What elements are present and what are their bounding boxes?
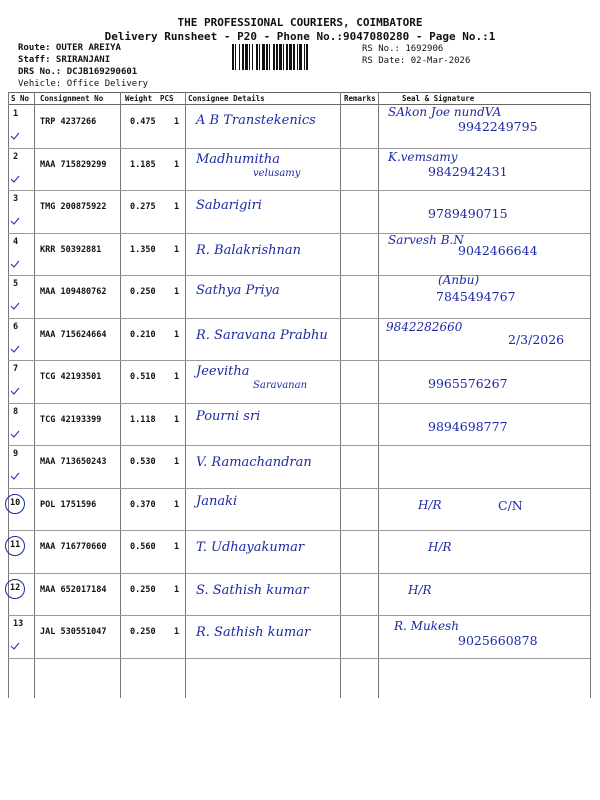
col-weight: Weight	[125, 94, 153, 103]
row-consignee-handwritten: Janaki	[196, 493, 238, 509]
barcode	[232, 44, 356, 70]
row-signature-name: SAkon Joe nundVA	[388, 105, 502, 119]
row-weight: 0.275	[130, 202, 156, 212]
row-weight: 0.250	[130, 287, 156, 297]
tick-mark-icon	[10, 471, 20, 481]
row-consignee-handwritten: R. Saravana Prabhu	[196, 327, 328, 343]
table-row	[8, 318, 590, 360]
table-row	[8, 148, 590, 190]
table-top-border	[8, 92, 590, 93]
row-weight: 0.250	[130, 627, 156, 637]
row-pcs: 1	[174, 542, 180, 552]
row-signature-name: H/R	[428, 540, 452, 554]
tick-mark-icon	[10, 259, 20, 269]
drs-label: DRS No.: DCJB169290601	[18, 67, 138, 77]
col-consignee: Consignee Details	[188, 94, 265, 103]
row-consignment: TCG 42193399	[40, 414, 102, 425]
col-sno: S No	[11, 94, 30, 103]
col-remarks: Remarks	[344, 94, 376, 103]
tick-mark-icon	[10, 174, 20, 184]
table-row	[8, 233, 590, 275]
row-weight: 0.530	[130, 457, 156, 467]
row-signature-name: Sarvesh B.N	[388, 232, 464, 247]
table-row	[8, 445, 590, 487]
row-signature-phone: 9025660878	[458, 633, 538, 648]
table-row	[8, 105, 590, 147]
row-sno: 1	[13, 109, 19, 119]
row-pcs: 1	[174, 414, 180, 425]
row-consignee-handwritten: R. Balakrishnan	[196, 242, 302, 258]
tick-mark-icon	[10, 216, 20, 226]
row-consignee-handwritten: V. Ramachandran	[196, 455, 312, 470]
row-consignee-handwritten: Sabarigiri	[196, 198, 262, 213]
runsheet-title: THE PROFESSIONAL COURIERS, COIMBATORE	[177, 16, 423, 29]
row-pcs: 1	[174, 627, 180, 637]
vehicle-label: Vehicle: Office Delivery	[18, 79, 149, 89]
row-pcs: 1	[174, 584, 180, 595]
table-row	[8, 530, 590, 572]
row-sno: 9	[13, 449, 19, 459]
row-signature-phone: 9789490715	[428, 206, 508, 221]
row-sno: 8	[13, 406, 19, 417]
row-sno: 12	[10, 582, 21, 593]
tick-mark-icon	[10, 641, 20, 651]
tick-mark-icon	[10, 386, 20, 396]
row-sno: 11	[10, 540, 21, 550]
row-consignee-handwritten: R. Sathish kumar	[196, 625, 311, 640]
circle-mark-icon	[5, 536, 25, 556]
row-signature-phone: 9965576267	[428, 376, 508, 391]
row-consignment: MAA 715624664	[40, 329, 107, 340]
row-weight: 0.370	[130, 499, 156, 510]
circle-mark-icon	[5, 494, 25, 514]
row-consignee-handwritten: Sathya Priya	[196, 283, 280, 298]
table-row	[8, 615, 590, 657]
row-weight: 0.560	[130, 542, 156, 552]
row-pcs: 1	[174, 159, 180, 170]
row-pcs: 1	[174, 287, 180, 297]
row-consignee-handwritten: Pourni sri	[196, 408, 261, 424]
row-consignment: TMG 200875922	[40, 202, 107, 212]
row-weight: 0.210	[130, 329, 156, 340]
row-signature-name: K.vemsamy	[388, 149, 458, 164]
table-row	[8, 573, 590, 615]
col-seal-signature: Seal & Signature	[402, 94, 475, 103]
runsheet-subtitle: Delivery Runsheet - P20 - Phone No.:9047080280 - Page No.:1	[104, 30, 496, 43]
row-sno: 4	[13, 236, 19, 247]
rs-date: RS Date: 02-Mar-2026	[362, 56, 471, 66]
row-pcs: 1	[174, 244, 180, 255]
row-consignee-handwritten: Jeevitha	[196, 364, 250, 379]
row-consignee-handwritten-line2: Saravanan	[253, 380, 308, 391]
row-sno: 2	[13, 151, 19, 162]
staff-label: Staff: SRIRANJANI	[18, 55, 111, 65]
row-signature-phone: 9842942431	[428, 163, 508, 179]
row-pcs: 1	[174, 202, 180, 212]
row-sno: 13	[13, 619, 24, 629]
row-consignment: MAA 652017184	[40, 584, 107, 595]
row-consignee-handwritten: Madhumitha	[196, 151, 280, 167]
tick-mark-icon	[10, 344, 20, 354]
row-consignee-handwritten-line2: velusamy	[253, 167, 301, 179]
route-label: Route: OUTER AREIYA	[18, 43, 121, 53]
rs-number: RS No.: 1692906	[362, 44, 444, 54]
col-pcs: PCS	[160, 94, 174, 103]
row-pcs: 1	[174, 372, 180, 382]
row-consignment: POL 1751596	[40, 499, 97, 510]
row-signature-name: 9842282660	[386, 319, 463, 334]
row-signature-phone: 9894698777	[428, 418, 508, 434]
row-pcs: 1	[174, 457, 180, 467]
row-sno: 5	[13, 279, 19, 289]
row-signature-phone: 7845494767	[436, 289, 516, 304]
row-consignee-handwritten: T. Udhayakumar	[196, 540, 305, 555]
row-signature-phone: 9042466644	[458, 242, 538, 258]
tick-mark-icon	[10, 429, 20, 439]
row-weight: 0.475	[130, 117, 156, 127]
row-signature-name: R. Mukesh	[394, 619, 459, 633]
row-consignment: MAA 716770660	[40, 542, 107, 552]
row-consignment: MAA 109480762	[40, 287, 107, 297]
col-consignment: Consignment No	[40, 94, 104, 103]
table-row	[8, 488, 590, 530]
row-signature-name: H/R	[408, 582, 432, 597]
row-consignment: MAA 713650243	[40, 457, 107, 467]
table-row	[8, 275, 590, 317]
table-row	[8, 190, 590, 232]
table-row	[8, 403, 590, 445]
row-weight: 0.510	[130, 372, 156, 382]
row-sno: 6	[13, 321, 19, 332]
row-signature-phone: 2/3/2026	[508, 331, 565, 347]
tick-mark-icon	[10, 301, 20, 311]
row-consignee-handwritten: A B Transtekenics	[196, 113, 316, 128]
row-pcs: 1	[174, 117, 180, 127]
row-signature-name: H/R	[418, 497, 442, 512]
row-pcs: 1	[174, 329, 180, 340]
row-pcs: 1	[174, 499, 180, 510]
row-signature-phone: C/N	[498, 497, 523, 513]
row-weight: 0.250	[130, 584, 156, 595]
row-consignment: TRP 4237266	[40, 117, 97, 127]
table-right-border	[590, 92, 591, 698]
row-consignment: MAA 715829299	[40, 159, 107, 170]
table-row	[8, 360, 590, 402]
row-signature-name: (Anbu)	[438, 273, 480, 287]
row-consignment: JAL 530551047	[40, 627, 107, 637]
row-sno: 3	[13, 194, 19, 204]
row-divider	[8, 658, 590, 659]
row-consignee-handwritten: S. Sathish kumar	[196, 582, 309, 598]
circle-mark-icon	[5, 579, 25, 599]
row-consignment: TCG 42193501	[40, 372, 102, 382]
row-sno: 7	[13, 364, 19, 374]
row-weight: 1.118	[130, 414, 156, 425]
tick-mark-icon	[10, 131, 20, 141]
row-weight: 1.350	[130, 244, 156, 255]
row-signature-phone: 9942249795	[458, 119, 538, 134]
row-sno: 10	[10, 497, 21, 508]
row-consignment: KRR 50392881	[40, 244, 102, 255]
row-weight: 1.185	[130, 159, 156, 170]
